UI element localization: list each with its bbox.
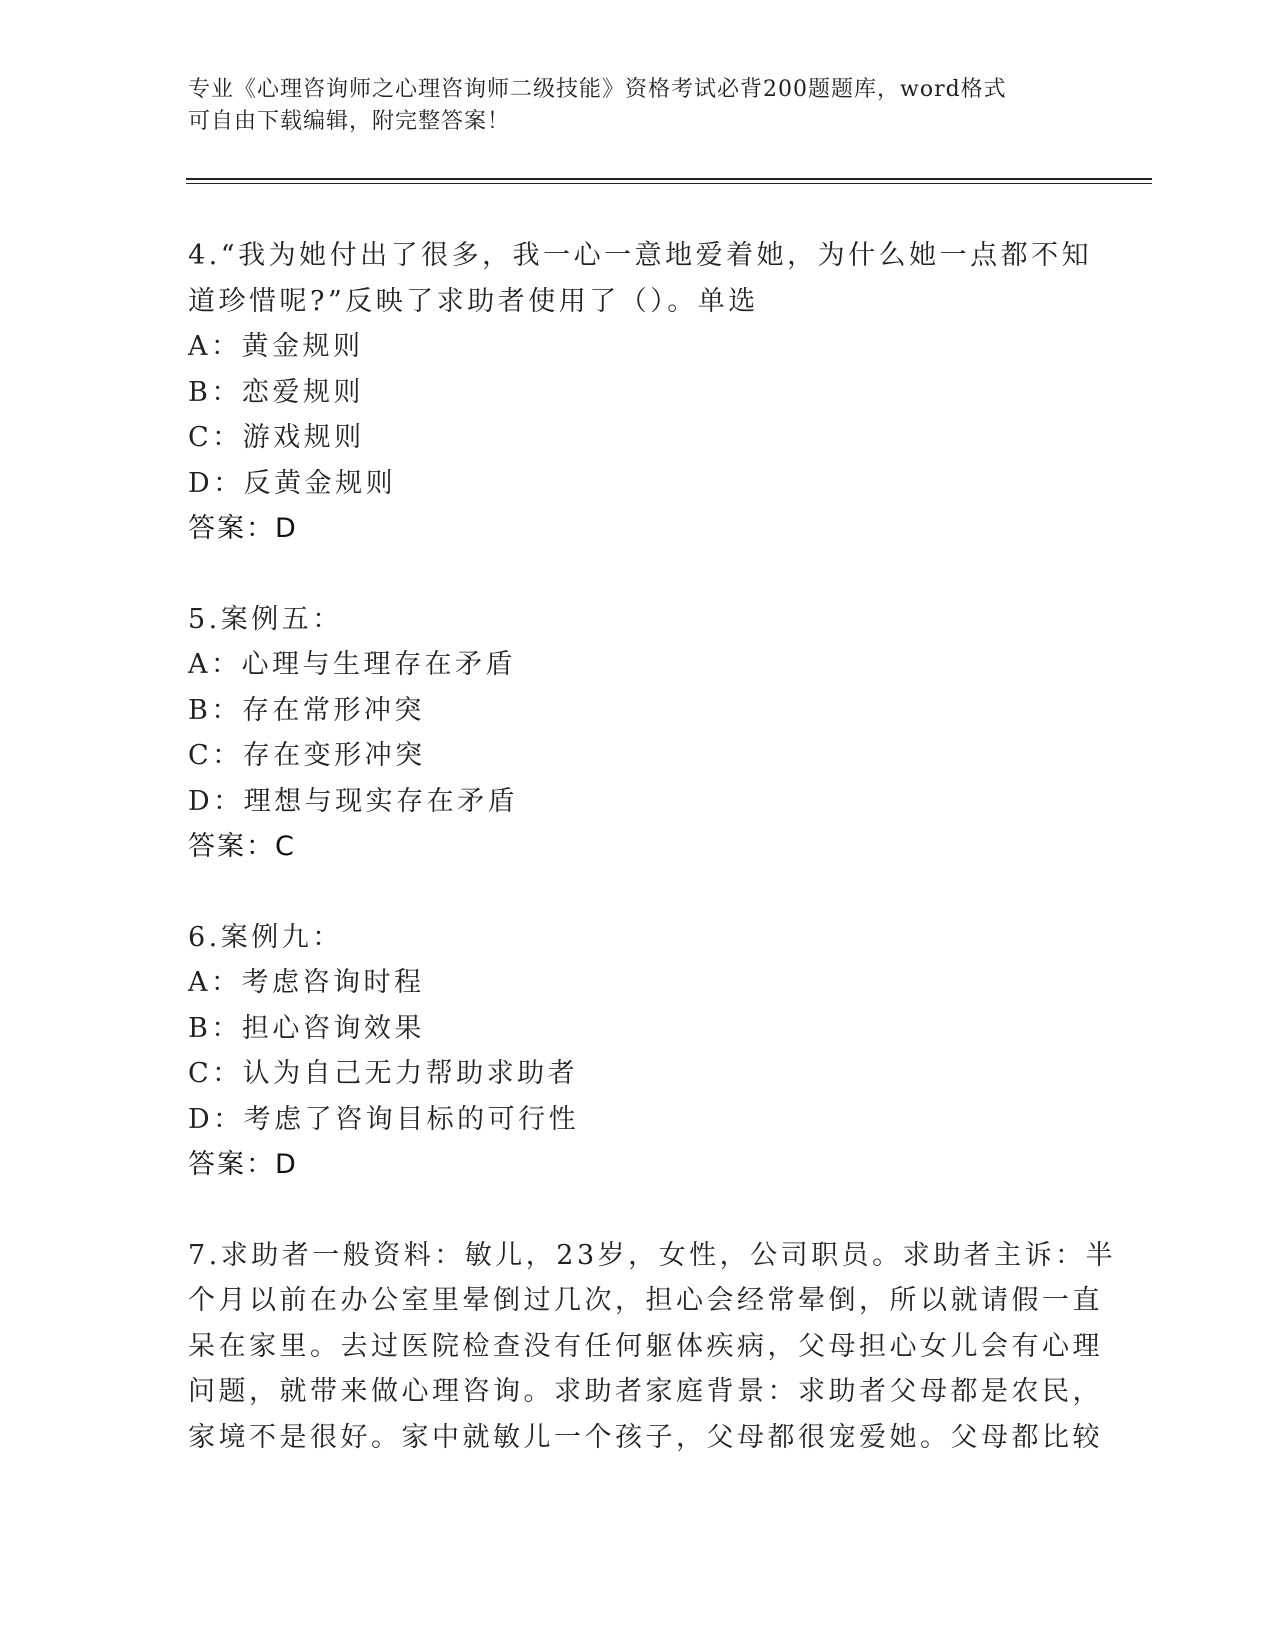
question-stem-line: 5.案例五： — [188, 603, 343, 635]
option-a: A：心理与生理存在矛盾 — [188, 649, 516, 680]
option-b: B：恋爱规则 — [188, 376, 364, 408]
answer-line: 答案：D — [188, 1149, 298, 1180]
question-stem-line: 7.求助者一般资料：敏儿，23岁，女性，公司职员。求助者主诉：半 — [188, 1239, 1117, 1271]
question-stem-line: 4.“我为她付出了很多，我一心一意地爱着她，为什么她一点都不知 — [188, 240, 1093, 271]
question-stem-line: 个月以前在办公室里晕倒过几次，担心会经常晕倒，所以就请假一直 — [188, 1285, 1103, 1316]
option-a: A：考虑咨询时程 — [188, 967, 425, 998]
option-b: B：担心咨询效果 — [188, 1012, 425, 1044]
header-line-1: 专业《心理咨询师之心理咨询师二级技能》资格考试必背200题题库，word格式 — [188, 77, 1007, 102]
option-d: D：理想与现实存在矛盾 — [188, 785, 519, 817]
answer-line: 答案：D — [188, 513, 298, 544]
option-b: B：存在常形冲突 — [188, 694, 425, 726]
question-4 — [188, 233, 1093, 552]
option-c: C：存在变形冲突 — [188, 740, 426, 771]
document-header — [188, 74, 1078, 138]
option-d: D：反黄金规则 — [188, 467, 397, 499]
question-stem-line: 家境不是很好。家中就敏儿一个孩子，父母都很宠爱她。父母都比较 — [188, 1421, 1103, 1453]
header-rule-thin — [186, 183, 1152, 184]
header-line-2: 可自由下载编辑，附完整答案！ — [188, 109, 511, 134]
option-c: C：认为自己无力帮助求助者 — [188, 1058, 579, 1089]
header-rule-thick — [186, 178, 1152, 180]
question-stem-line: 6.案例九： — [188, 921, 343, 953]
question-list — [188, 233, 1117, 1505]
question-7 — [188, 1233, 1117, 1461]
question-5 — [188, 597, 1068, 870]
question-6 — [188, 915, 1068, 1188]
answer-line: 答案：C — [188, 831, 296, 862]
question-stem-line: 道珍惜呢?”反映了求助者使用了（）。单选 — [188, 285, 759, 317]
option-c: C：游戏规则 — [188, 422, 365, 453]
option-a: A：黄金规则 — [188, 331, 364, 362]
question-stem-line: 呆在家里。去过医院检查没有任何躯体疾病，父母担心女儿会有心理 — [188, 1330, 1103, 1362]
option-d: D：考虑了咨询目标的可行性 — [188, 1103, 580, 1135]
question-stem-line: 问题，就带来做心理咨询。求助者家庭背景：求助者父母都是农民， — [188, 1376, 1103, 1407]
